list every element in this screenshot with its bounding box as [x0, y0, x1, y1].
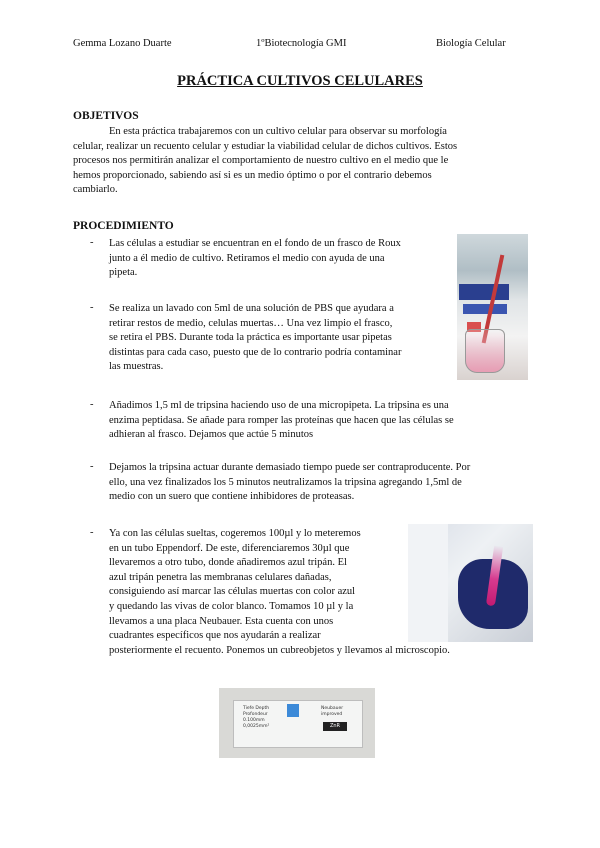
- brand-logo: ZnR: [323, 722, 347, 731]
- step-line: Las células a estudiar se encuentran en el fondo de un frasco de Roux: [109, 238, 401, 249]
- bullet-marker: -: [90, 527, 94, 538]
- slide-label-line: 0,0025mm²: [243, 724, 270, 729]
- bullet-marker: -: [90, 399, 94, 410]
- step-line: Dejamos la tripsina actuar durante demasiado tiempo puede ser contraproducente. Por: [109, 462, 471, 473]
- step-line: pipeta.: [109, 267, 138, 279]
- slide-label-left: [243, 706, 269, 730]
- procedure-step-3: [109, 399, 454, 443]
- slide-label-line: 0.100mm: [243, 718, 265, 723]
- bullet-marker: -: [90, 302, 94, 313]
- objetivos-line: celular, realizar un recuento celular y estudiar la viabilidad celular de dichos cultivos. Estos: [73, 140, 458, 152]
- procedure-step-2: [109, 302, 401, 375]
- step-line: retirar restos de medio, celulas muertas… Una vez limpio el frasco,: [109, 317, 393, 329]
- step-line: se retira el PBS. Durante toda la práctica es importante usar pipetas: [109, 332, 392, 344]
- step-line: posteriormente el recuento. Ponemos un cubreobjetos y llevamos al microscopio.: [109, 644, 450, 656]
- page-title: PRÁCTICA CULTIVOS CELULARES: [177, 73, 423, 89]
- bullet-marker: -: [90, 461, 94, 472]
- step-line: consiguiendo así marcar las células muertas con color azul: [109, 586, 356, 598]
- step-line: Añadimos 1,5 ml de tripsina haciendo uso de una micropipeta. La tripsina es una: [109, 400, 449, 411]
- header-course: 1ºBiotecnología GMI: [256, 38, 347, 49]
- objetivos-line: En esta práctica trabajaremos con un cultivo celular para observar su morfología: [109, 126, 447, 137]
- step-line: enzima peptidasa. Se añade para romper las proteínas que hacen que las células se: [109, 414, 454, 426]
- step-line: cuadrantes específicos que nos ayudarán a realizar: [109, 630, 321, 642]
- step-line: ello, una vez finalizados los 5 minutos neutralizamos la tripsina agregando 1,5ml de: [109, 476, 462, 488]
- slide-label-line: Tiefe Depth: [243, 706, 270, 711]
- procedure-step-5: [109, 527, 450, 658]
- lab-hood-photo: [457, 234, 528, 380]
- step-line: llevaremos a otro tubo, donde añadiremos azul tripán. El: [109, 557, 347, 569]
- roux-flask-shape: [465, 329, 505, 373]
- slide-label-line: improved: [321, 712, 343, 717]
- objetivos-paragraph: [73, 125, 521, 198]
- step-line: distintas para cada caso, puesto que de lo contrario podría contaminar: [109, 346, 402, 358]
- procedure-step-1: [109, 237, 401, 281]
- header-author: Gemma Lozano Duarte: [73, 38, 172, 49]
- section-heading-objetivos: OBJETIVOS: [73, 110, 139, 122]
- slide-label-line: Profondeur: [243, 712, 268, 717]
- step-line: en un tubo Eppendorf. De este, diferenciaremos 30µl que: [109, 542, 350, 554]
- step-line: las muestras.: [109, 361, 164, 373]
- bullet-marker: -: [90, 237, 94, 248]
- header-subject: Biología Celular: [436, 38, 506, 49]
- step-line: azul tripán penetra las membranas celulares dañadas,: [109, 571, 332, 583]
- step-line: medio con un suero que contiene inhibidores de proteasas.: [109, 491, 355, 503]
- lab-coat-shape: [408, 524, 448, 642]
- section-heading-procedimiento: PROCEDIMIENTO: [73, 220, 174, 232]
- tube-rack-shape: [459, 284, 509, 300]
- step-line: adhieran al frasco. Dejamos que actúe 5 minutos: [109, 429, 314, 441]
- slide-label-line: Neubauer: [321, 706, 344, 711]
- objetivos-line: hemos proporcionado, sabiendo así si es un medio óptimo o por el contrario debemos: [73, 169, 432, 181]
- step-line: Se realiza un lavado con 5ml de una solución de PBS que ayudara a: [109, 303, 394, 314]
- eppendorf-tube-photo: [408, 524, 533, 642]
- slide-label-right: [321, 706, 343, 718]
- step-line: Ya con las células sueltas, cogeremos 100µl y lo meteremos: [109, 528, 361, 539]
- step-line: llevamos a una placa Neubauer. Esta cuenta con unos: [109, 615, 334, 627]
- tube-rack-shape: [463, 304, 507, 314]
- procedure-step-4: [109, 461, 470, 505]
- objetivos-line: cambiarlo.: [73, 184, 118, 196]
- objetivos-line: procesos nos permitirán analizar el comportamiento de nuestro cultivo en el medio que le: [73, 155, 449, 167]
- neubauer-slide-photo: [219, 688, 375, 758]
- step-line: junto a él medio de cultivo. Retiramos el medio con ayuda de una: [109, 252, 385, 264]
- step-line: y quedando las vivas de color blanco. Tomamos 10 µl y la: [109, 600, 354, 612]
- counting-chamber-shape: [287, 704, 299, 717]
